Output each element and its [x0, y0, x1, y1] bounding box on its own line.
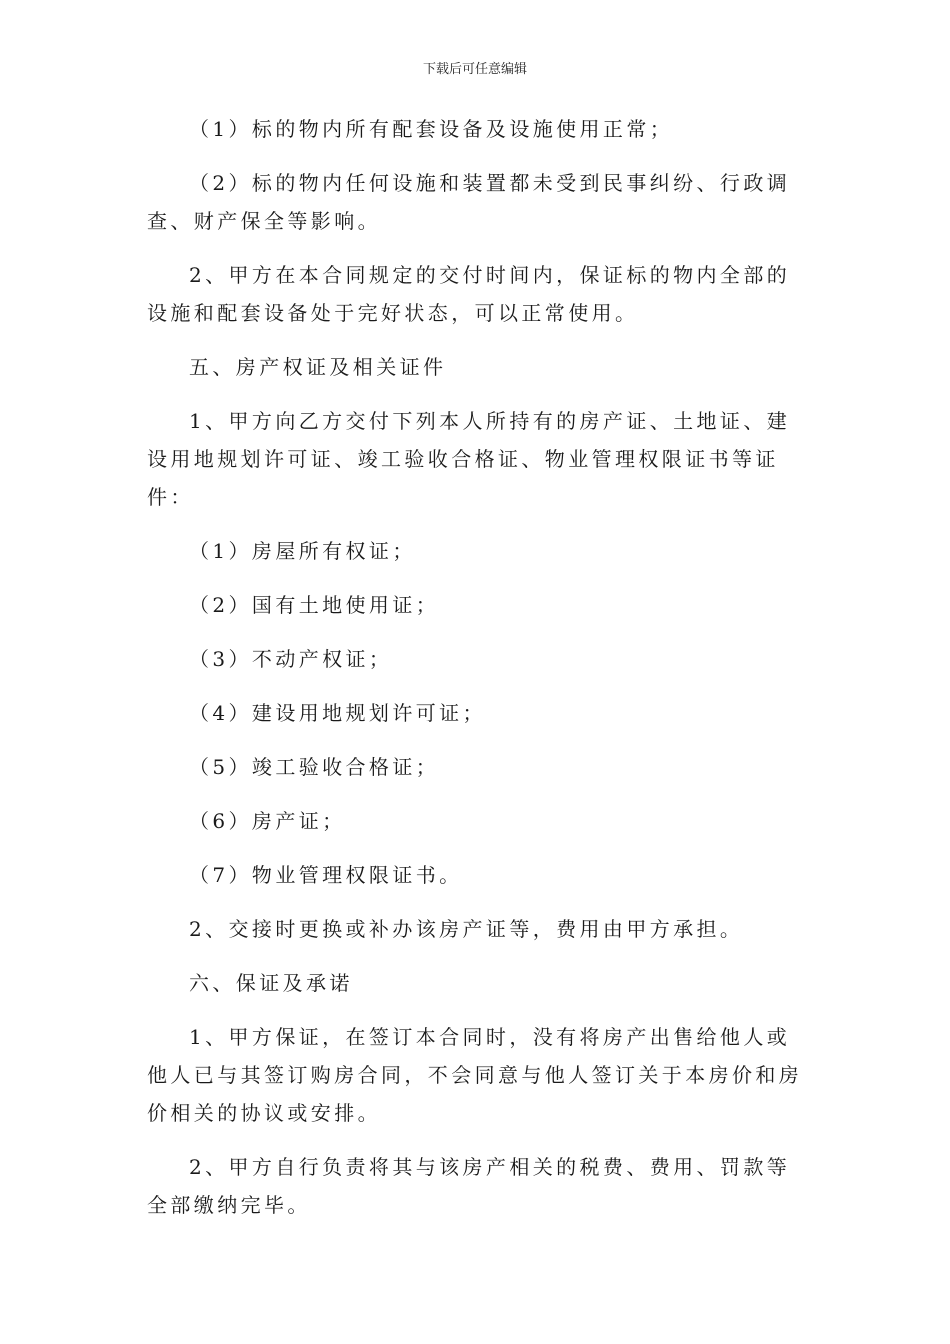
document-body	[147, 110, 807, 1240]
paragraph-7: 2、甲方自行负责将其与该房产相关的税费、费用、罚款等全部缴纳完毕。	[147, 1155, 791, 1217]
list-item-5: （5）竣工验收合格证；	[189, 755, 440, 779]
paragraph-3: 2、甲方在本合同规定的交付时间内，保证标的物内全部的设施和配套设备处于完好状态，可以正常使用。	[147, 263, 791, 325]
list-item-7: （7）物业管理权限证书。	[189, 863, 463, 887]
paragraph-5: 2、交接时更换或补办该房产证等，费用由甲方承担。	[189, 917, 744, 941]
list-item-6: （6）房产证；	[189, 809, 346, 833]
section-heading-5: 五、房产权证及相关证件	[189, 355, 447, 379]
header-note: 下载后可任意编辑	[422, 62, 527, 77]
list-item-4: （4）建设用地规划许可证；	[189, 701, 486, 725]
section-heading-6: 六、保证及承诺	[189, 971, 353, 995]
list-item-1: （1）房屋所有权证；	[189, 539, 416, 563]
paragraph-1: （1）标的物内所有配套设备及设施使用正常；	[189, 117, 674, 141]
paragraph-4: 1、甲方向乙方交付下列本人所持有的房产证、土地证、建设用地规划许可证、竣工验收合格证、物业管理权限证书等证件：	[147, 409, 791, 509]
list-item-2: （2）国有土地使用证；	[189, 593, 440, 617]
paragraph-6: 1、甲方保证，在签订本合同时，没有将房产出售给他人或他人已与其签订购房合同，不会同意与他人签订关于本房价和房价相关的协议或安排。	[147, 1025, 803, 1125]
paragraph-2: （2）标的物内任何设施和装置都未受到民事纠纷、行政调查、财产保全等影响。	[147, 171, 791, 233]
list-item-3: （3）不动产权证；	[189, 647, 393, 671]
